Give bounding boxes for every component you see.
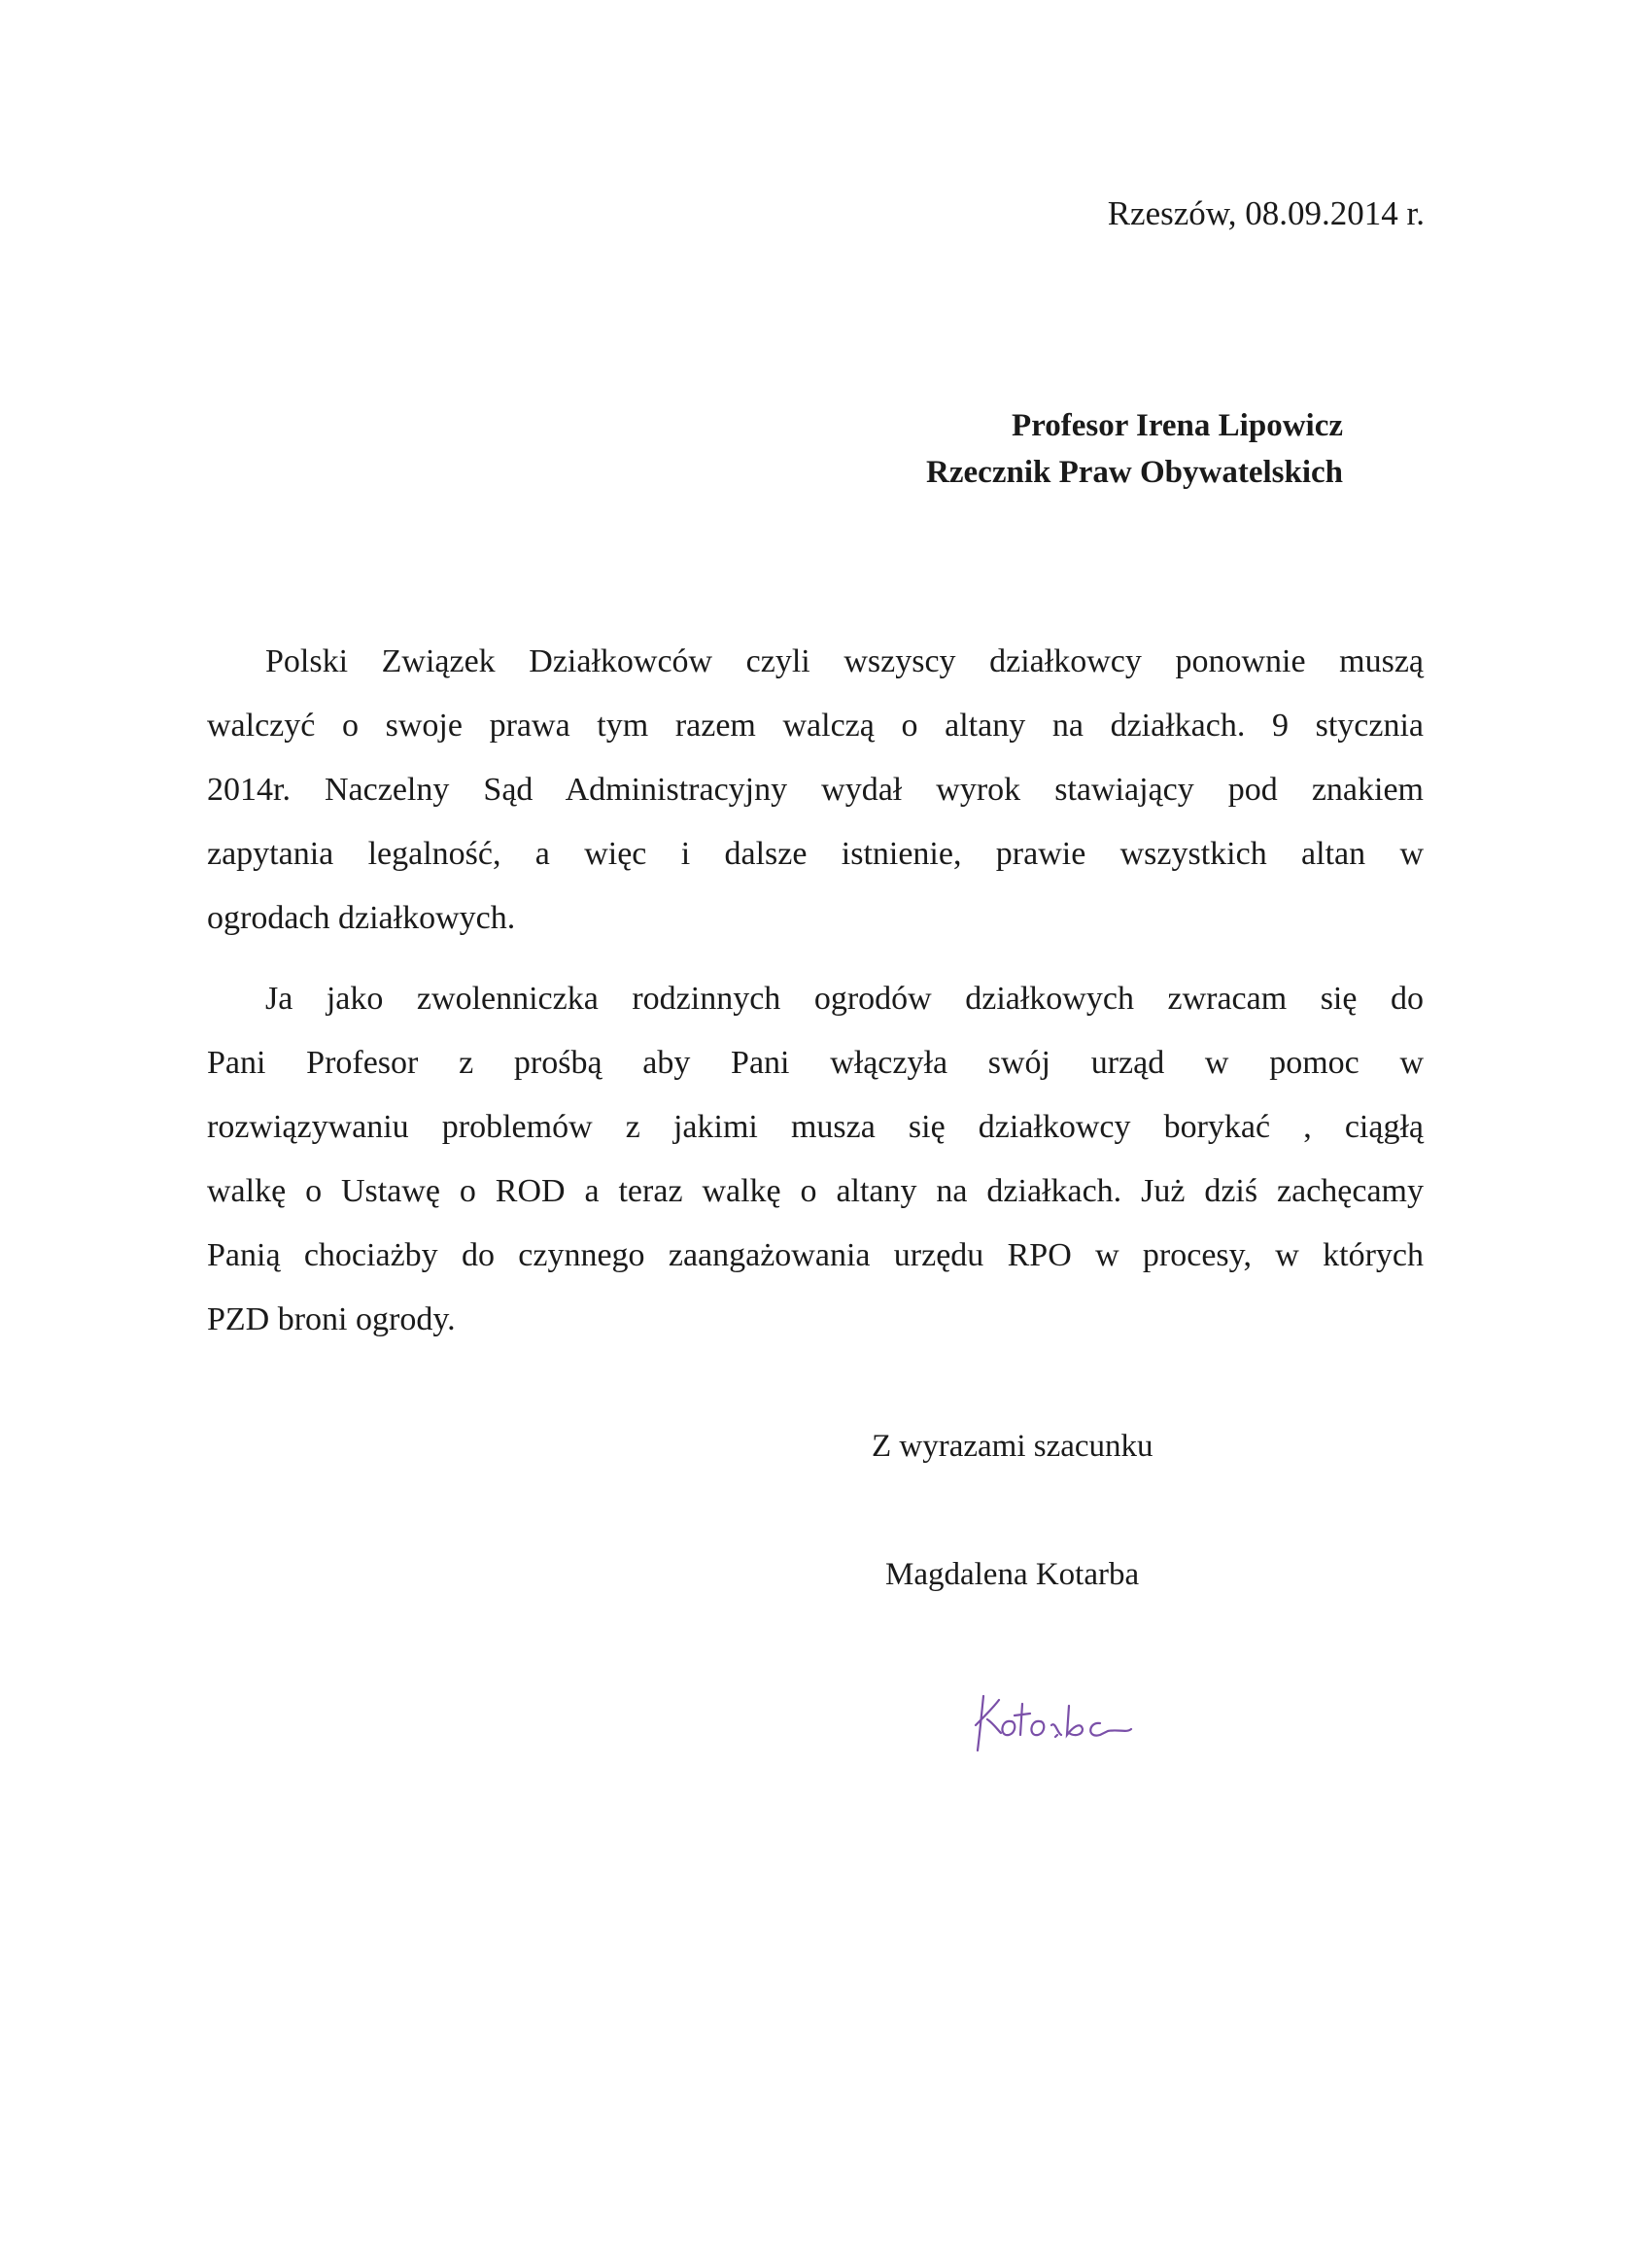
letter-date: Rzeszów, 08.09.2014 r. xyxy=(1107,194,1425,232)
text-line: 2014r. Naczelny Sąd Administracyjny wydał wyrok stawiający pod znakiem xyxy=(207,772,1424,808)
handwritten-signature xyxy=(972,1686,1137,1759)
signatory-name: Magdalena Kotarba xyxy=(885,1557,1140,1592)
text-line: ogrodach działkowych. xyxy=(207,900,516,936)
addressee-name: Profesor Irena Lipowicz xyxy=(1012,408,1343,443)
text-line: Panią chociażby do czynnego zaangażowania urzędu RPO w procesy, w których xyxy=(207,1237,1424,1273)
text-line: walkę o Ustawę o ROD a teraz walkę o altany na działkach. Już dziś zachęcamy xyxy=(207,1173,1424,1209)
addressee-title: Rzecznik Praw Obywatelskich xyxy=(926,455,1343,490)
paragraph-2 xyxy=(207,967,1424,1352)
text-line: Polski Związek Działkowców czyli wszyscy działkowcy ponownie muszą xyxy=(265,643,1424,679)
text-line: rozwiązywaniu problemów z jakimi musza się działkowcy borykać , ciągłą xyxy=(207,1109,1424,1145)
paragraph-1 xyxy=(207,630,1424,951)
text-line: zapytania legalność, a więc i dalsze istnienie, prawie wszystkich altan w xyxy=(207,836,1424,872)
text-line: Pani Profesor z prośbą aby Pani włączyła swój urząd w pomoc w xyxy=(207,1045,1424,1081)
closing-salutation: Z wyrazami szacunku xyxy=(872,1429,1153,1464)
text-line: walczyć o swoje prawa tym razem walczą o altany na działkach. 9 stycznia xyxy=(207,708,1424,744)
text-line: Ja jako zwolenniczka rodzinnych ogrodów działkowych zwracam się do xyxy=(265,981,1424,1017)
text-line: PZD broni ogrody. xyxy=(207,1301,456,1337)
